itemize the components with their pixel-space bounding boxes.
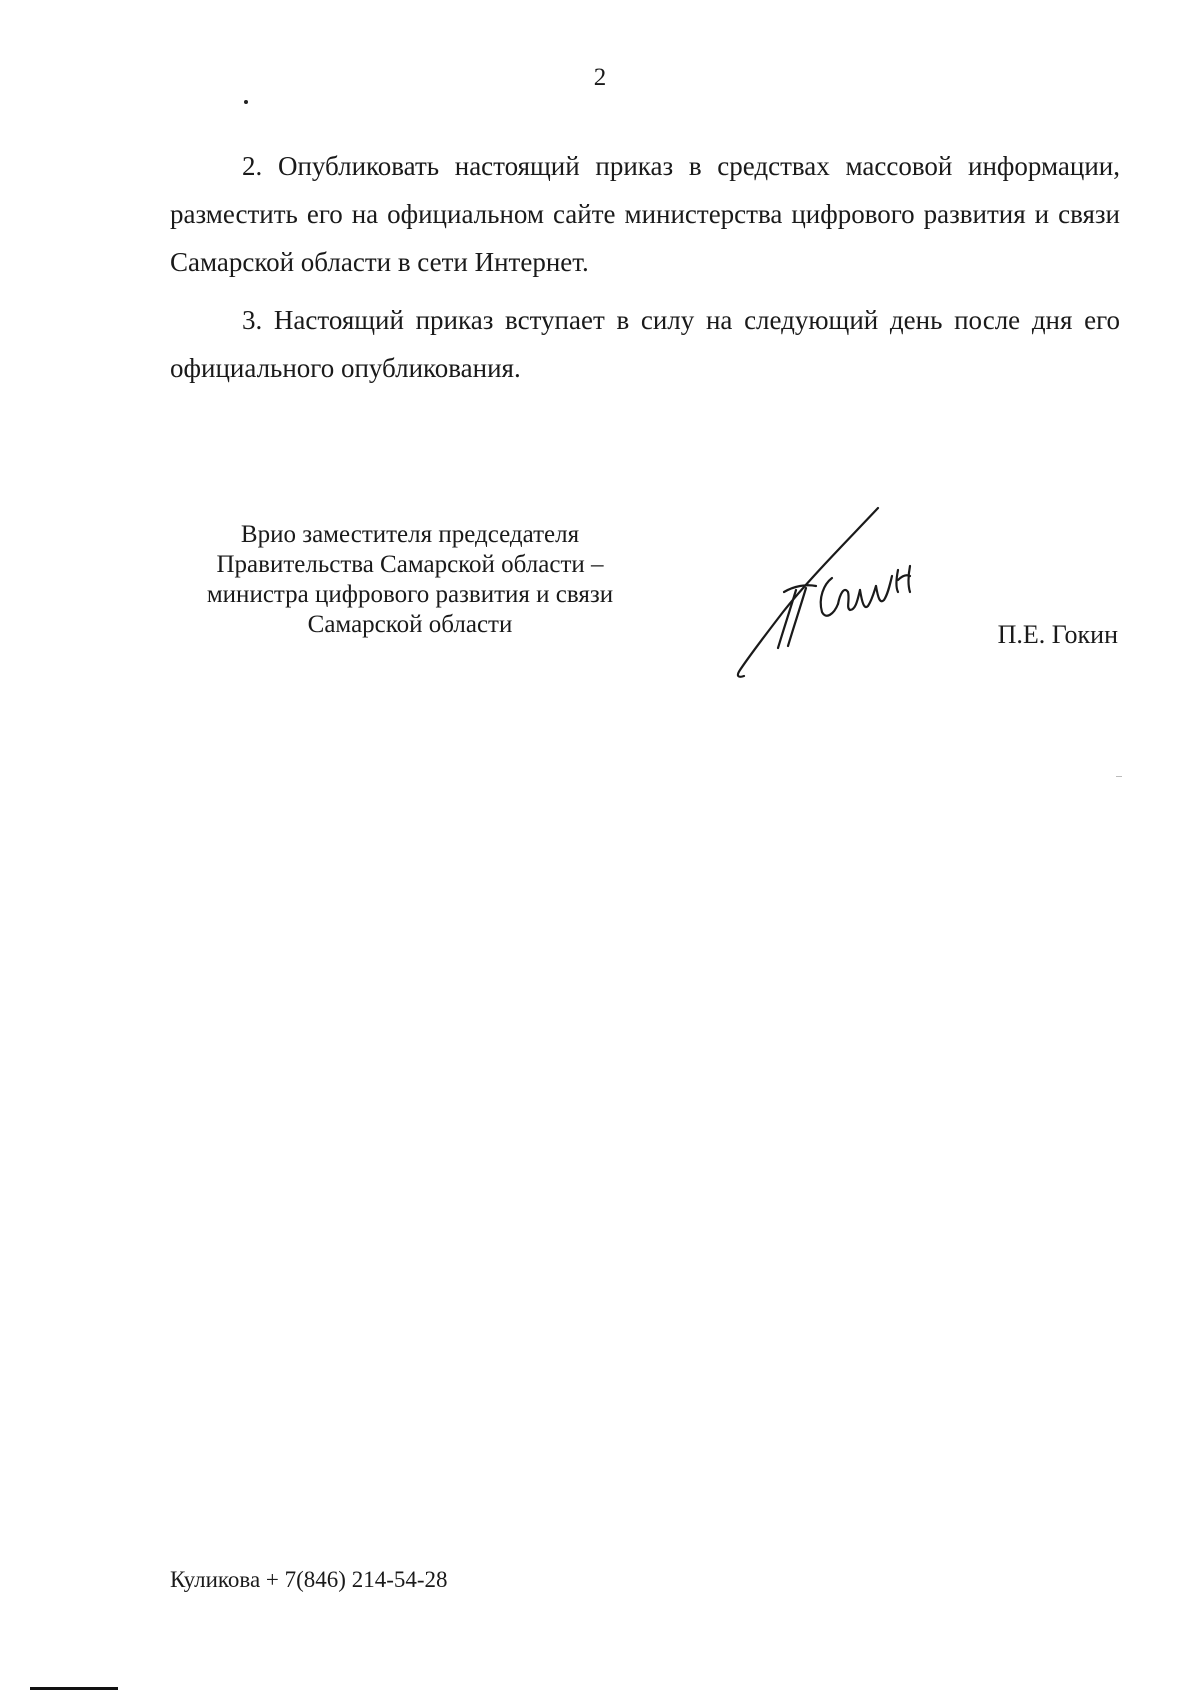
paragraph-publish: 2. Опубликовать настоящий приказ в средствах массовой информации, разместить его на официальном сайте министерства цифрового развития и связи Самарской области в сети Интернет. bbox=[170, 151, 1120, 277]
scan-artifact bbox=[1116, 776, 1122, 777]
order-body bbox=[170, 142, 1120, 402]
signer-name: П.Е. Гокин bbox=[997, 620, 1118, 649]
page-number: 2 bbox=[593, 64, 607, 91]
signatory-title-line: Врио заместителя председателя bbox=[240, 521, 580, 548]
contact-line: Куликова + 7(846) 214-54-28 bbox=[170, 1567, 448, 1592]
handwritten-signature bbox=[728, 500, 948, 680]
signatory-title-line: министра цифрового развития и связи bbox=[206, 581, 614, 608]
signatory-title-line: Самарской области bbox=[307, 611, 513, 638]
paragraph-effective-date: 3. Настоящий приказ вступает в силу на следующий день после дня его официального опубликования. bbox=[170, 305, 1120, 383]
signatory-title bbox=[150, 520, 670, 640]
bottom-rule bbox=[30, 1687, 118, 1690]
signatory-title-line: Правительства Самарской области – bbox=[216, 551, 604, 578]
stray-dot bbox=[244, 100, 248, 104]
